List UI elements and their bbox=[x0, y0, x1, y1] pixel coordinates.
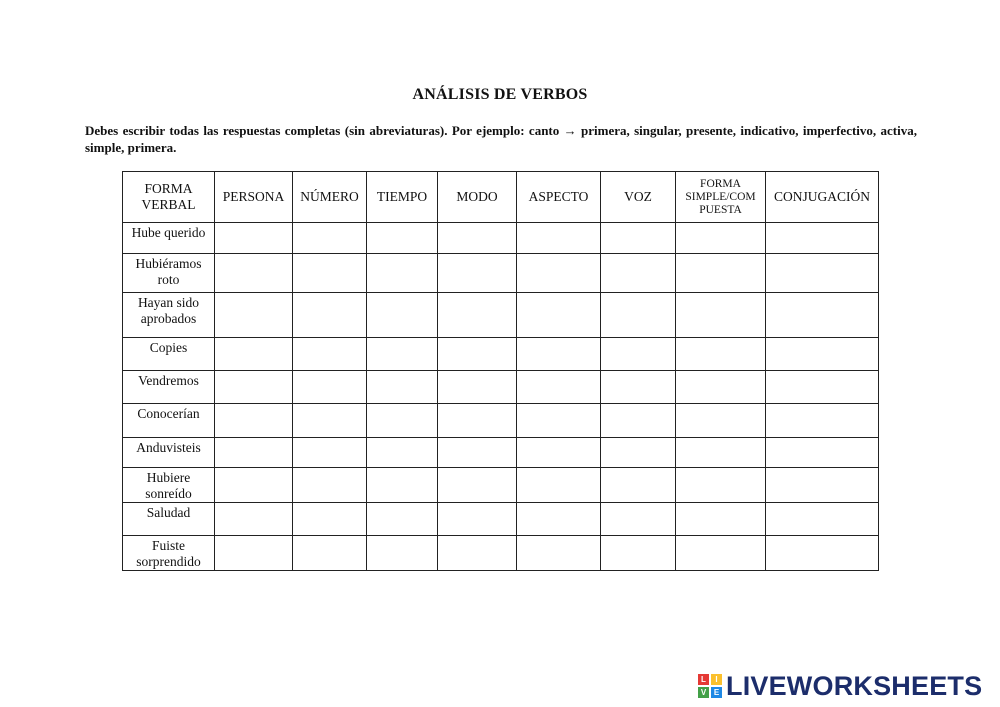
header-forma-simple-compuesta: FORMA SIMPLE/COM PUESTA bbox=[676, 172, 766, 223]
answer-cell[interactable] bbox=[293, 223, 367, 254]
answer-cell[interactable] bbox=[676, 293, 766, 338]
verb-form-cell: Vendremos bbox=[123, 371, 215, 404]
instructions-text: Debes escribir todas las respuestas completas (sin abreviaturas). Por ejemplo: canto → primera, singular, presente, indicativo, imperfectivo, activa, simple, primera. bbox=[85, 123, 917, 155]
answer-cell[interactable] bbox=[293, 293, 367, 338]
answer-cell[interactable] bbox=[601, 254, 676, 293]
answer-cell[interactable] bbox=[367, 404, 438, 438]
answer-cell[interactable] bbox=[601, 223, 676, 254]
logo-letter-square: I bbox=[711, 674, 722, 685]
answer-cell[interactable] bbox=[766, 438, 879, 468]
answer-cell[interactable] bbox=[676, 223, 766, 254]
logo-letter-square: E bbox=[711, 687, 722, 698]
header-tiempo: TIEMPO bbox=[367, 172, 438, 223]
answer-cell[interactable] bbox=[367, 223, 438, 254]
table-row bbox=[123, 503, 879, 536]
answer-cell[interactable] bbox=[517, 293, 601, 338]
answer-cell[interactable] bbox=[676, 338, 766, 371]
answer-cell[interactable] bbox=[293, 536, 367, 571]
answer-cell[interactable] bbox=[517, 371, 601, 404]
answer-cell[interactable] bbox=[766, 404, 879, 438]
answer-cell[interactable] bbox=[766, 536, 879, 571]
answer-cell[interactable] bbox=[438, 438, 517, 468]
answer-cell[interactable] bbox=[676, 371, 766, 404]
verb-form-cell: Anduvisteis bbox=[123, 438, 215, 468]
verb-form-cell: Hube querido bbox=[123, 223, 215, 254]
answer-cell[interactable] bbox=[367, 338, 438, 371]
answer-cell[interactable] bbox=[676, 468, 766, 503]
answer-cell[interactable] bbox=[215, 468, 293, 503]
answer-cell[interactable] bbox=[676, 503, 766, 536]
worksheet-title: ANÁLISIS DE VERBOS bbox=[412, 86, 588, 103]
answer-cell[interactable] bbox=[766, 371, 879, 404]
table-row bbox=[123, 404, 879, 438]
table-row bbox=[123, 536, 879, 571]
verb-form-cell: Conocerían bbox=[123, 404, 215, 438]
header-numero: NÚMERO bbox=[293, 172, 367, 223]
answer-cell[interactable] bbox=[215, 503, 293, 536]
answer-cell[interactable] bbox=[517, 438, 601, 468]
answer-cell[interactable] bbox=[367, 371, 438, 404]
answer-cell[interactable] bbox=[676, 536, 766, 571]
answer-cell[interactable] bbox=[601, 371, 676, 404]
answer-cell[interactable] bbox=[601, 536, 676, 571]
answer-cell[interactable] bbox=[293, 254, 367, 293]
answer-cell[interactable] bbox=[438, 371, 517, 404]
answer-cell[interactable] bbox=[766, 223, 879, 254]
answer-cell[interactable] bbox=[601, 503, 676, 536]
answer-cell[interactable] bbox=[367, 293, 438, 338]
answer-cell[interactable] bbox=[601, 338, 676, 371]
answer-cell[interactable] bbox=[517, 338, 601, 371]
answer-cell[interactable] bbox=[367, 536, 438, 571]
answer-cell[interactable] bbox=[293, 338, 367, 371]
answer-cell[interactable] bbox=[766, 254, 879, 293]
verb-form-cell: Hayan sido aprobados bbox=[123, 293, 215, 338]
answer-cell[interactable] bbox=[438, 293, 517, 338]
answer-cell[interactable] bbox=[367, 503, 438, 536]
answer-cell[interactable] bbox=[601, 438, 676, 468]
answer-cell[interactable] bbox=[517, 503, 601, 536]
logo-letter-square: V bbox=[698, 687, 709, 698]
answer-cell[interactable] bbox=[438, 468, 517, 503]
answer-cell[interactable] bbox=[517, 404, 601, 438]
answer-cell[interactable] bbox=[601, 468, 676, 503]
answer-cell[interactable] bbox=[215, 338, 293, 371]
header-forma-verbal: FORMA VERBAL bbox=[123, 172, 215, 223]
verb-form-cell: Hubiere sonreído bbox=[123, 468, 215, 503]
answer-cell[interactable] bbox=[676, 254, 766, 293]
answer-cell[interactable] bbox=[438, 404, 517, 438]
answer-cell[interactable] bbox=[438, 536, 517, 571]
logo-text: LIVEWORKSHEETS bbox=[726, 670, 983, 701]
answer-cell[interactable] bbox=[367, 254, 438, 293]
answer-cell[interactable] bbox=[293, 503, 367, 536]
answer-cell[interactable] bbox=[766, 503, 879, 536]
answer-cell[interactable] bbox=[517, 536, 601, 571]
answer-cell[interactable] bbox=[293, 438, 367, 468]
answer-cell[interactable] bbox=[215, 254, 293, 293]
answer-cell[interactable] bbox=[438, 503, 517, 536]
liveworksheets-logo bbox=[698, 670, 983, 701]
verb-form-cell: Copies bbox=[123, 338, 215, 371]
table-row bbox=[123, 371, 879, 404]
logo-letter-square: L bbox=[698, 674, 709, 685]
verb-form-cell: Saludad bbox=[123, 503, 215, 536]
liveworksheets-logo-icon bbox=[698, 674, 722, 698]
verb-form-cell: Fuiste sorprendido bbox=[123, 536, 215, 571]
table-row bbox=[123, 338, 879, 371]
answer-cell[interactable] bbox=[215, 293, 293, 338]
answer-cell[interactable] bbox=[293, 468, 367, 503]
table-row bbox=[123, 438, 879, 468]
answer-cell[interactable] bbox=[215, 371, 293, 404]
answer-cell[interactable] bbox=[293, 404, 367, 438]
header-modo: MODO bbox=[438, 172, 517, 223]
answer-cell[interactable] bbox=[367, 438, 438, 468]
answer-cell[interactable] bbox=[215, 223, 293, 254]
answer-cell[interactable] bbox=[517, 468, 601, 503]
answer-cell[interactable] bbox=[293, 371, 367, 404]
header-conjugacion: CONJUGACIÓN bbox=[766, 172, 879, 223]
answer-cell[interactable] bbox=[517, 254, 601, 293]
header-row bbox=[123, 172, 879, 223]
verb-analysis-table bbox=[122, 171, 879, 571]
answer-cell[interactable] bbox=[438, 338, 517, 371]
answer-cell[interactable] bbox=[676, 438, 766, 468]
answer-cell[interactable] bbox=[367, 468, 438, 503]
table-row bbox=[123, 254, 879, 293]
answer-cell[interactable] bbox=[601, 293, 676, 338]
answer-cell[interactable] bbox=[215, 404, 293, 438]
answer-cell[interactable] bbox=[676, 404, 766, 438]
answer-cell[interactable] bbox=[215, 536, 293, 571]
answer-cell[interactable] bbox=[517, 223, 601, 254]
header-persona: PERSONA bbox=[215, 172, 293, 223]
answer-cell[interactable] bbox=[438, 254, 517, 293]
answer-cell[interactable] bbox=[766, 293, 879, 338]
answer-cell[interactable] bbox=[215, 438, 293, 468]
header-voz: VOZ bbox=[601, 172, 676, 223]
table-row bbox=[123, 293, 879, 338]
answer-cell[interactable] bbox=[601, 404, 676, 438]
answer-cell[interactable] bbox=[766, 468, 879, 503]
answer-cell[interactable] bbox=[438, 223, 517, 254]
answer-cell[interactable] bbox=[766, 338, 879, 371]
table-row bbox=[123, 468, 879, 503]
header-aspecto: ASPECTO bbox=[517, 172, 601, 223]
verb-form-cell: Hubiéramos roto bbox=[123, 254, 215, 293]
table-row bbox=[123, 223, 879, 254]
